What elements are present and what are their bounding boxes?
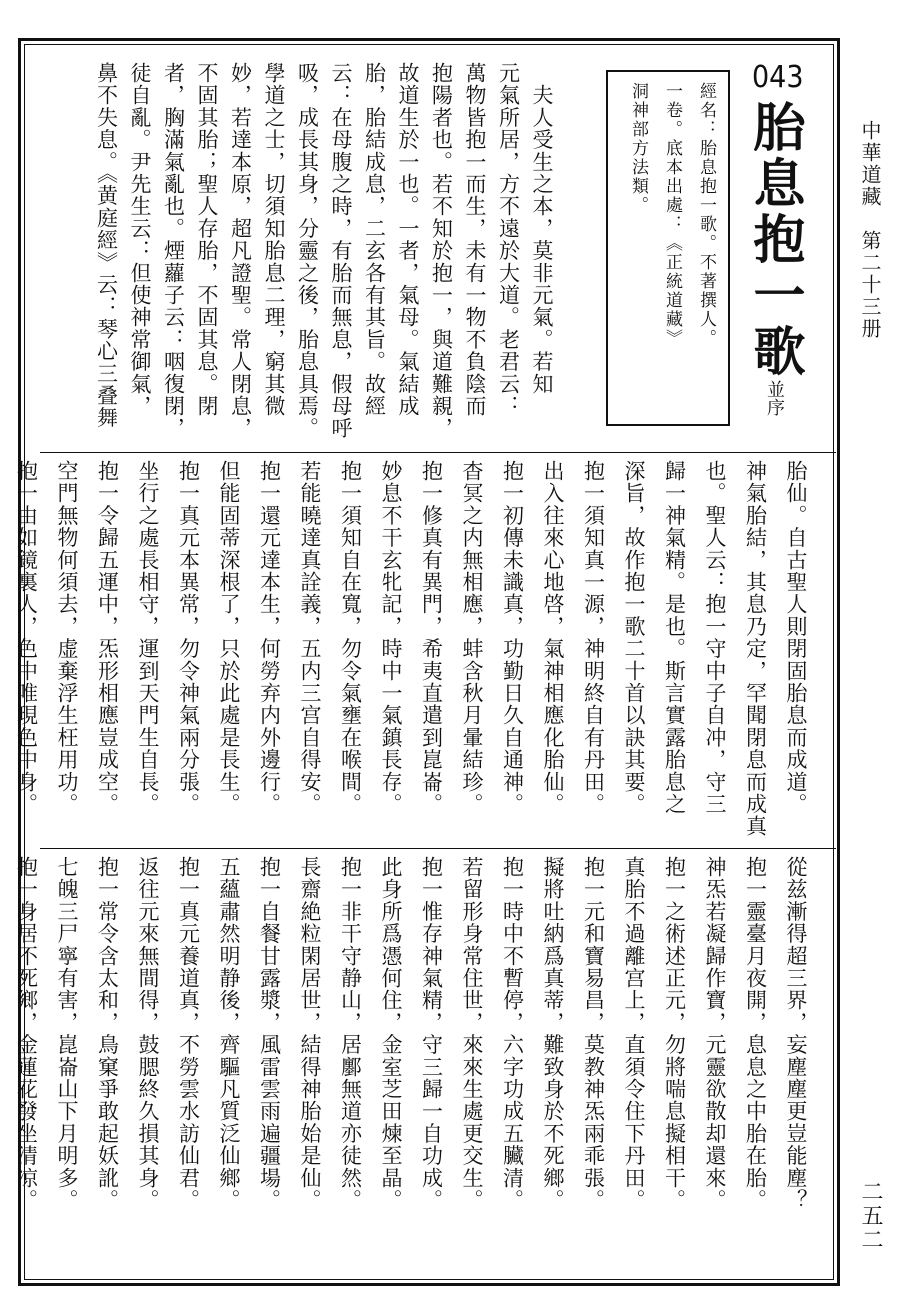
text-column: 但能固蒂深根了，只於此處是長生。 [217, 460, 241, 816]
entry-title [744, 100, 804, 416]
info-line: 洞神部方法類。 [628, 82, 648, 215]
preface-column: 元氣所居，方不遠於大道。老君云： [496, 62, 521, 418]
preface-column: 抱陽者也。若不知於抱一，與道難親， [429, 62, 454, 440]
section-divider [40, 848, 836, 849]
text-column: 抱一常令含太和，鳥窠爭敢起妖訛。 [95, 856, 120, 1212]
text-column: 抱一令歸五運中，炁形相應豈成空。 [95, 460, 120, 816]
text-column: 抱一由如鏡裏人，色中唯現色中身。 [14, 460, 39, 816]
running-head: 中華道藏 第二十三册 [858, 120, 882, 340]
top-section [40, 46, 836, 450]
text-column: 妙息不干玄牝記，時中一氣鎮長存。 [379, 460, 403, 816]
preface-column: 徒自亂。尹先生云：但使神常御氣， [128, 62, 152, 418]
text-column: 坐行之處長相守，運到天門生自長。 [136, 460, 160, 816]
text-column: 返往元來無間得，鼓腮終久損其身。 [136, 856, 160, 1212]
text-column: 抱一靈臺月夜開，息息之中胎在胎。 [743, 856, 768, 1212]
preface-column: 夫人受生之本，莫非元氣。若知 [530, 62, 554, 395]
bottom-section [14, 850, 836, 1282]
text-column: 抱一自餐甘露漿，風雷雲雨遍疆場。 [257, 856, 282, 1212]
text-column: 抱一真元本異常，勿令神氣兩分張。 [176, 460, 201, 816]
text-column: 抱一之術述正元，勿將喘息擬相干。 [662, 856, 687, 1212]
text-column: 神炁若凝歸作寶，元靈欲散却還來。 [703, 856, 727, 1212]
text-column: 抱一須知自在寬，勿令氣壅在喉間。 [338, 460, 363, 816]
text-column: 抱一非干守静山，居鄽無道亦徒然。 [338, 856, 363, 1212]
text-column: 也。聖人云：抱一守中子自冲，守三 [703, 460, 727, 816]
preface-column: 者，胸滿氣亂也。煙蘿子云：咽復閉， [161, 62, 186, 440]
text-column: 抱一初傳未識真，功勤日久自通神。 [500, 460, 525, 816]
text-column: 若能曉達真詮義，五内三宫自得安。 [298, 460, 322, 816]
page-number: 二五二 [858, 1180, 883, 1252]
preface-column: 學道之士，切須知胎息二理，窮其微 [262, 62, 286, 418]
preface-text [58, 62, 558, 442]
bottom-text [14, 856, 816, 1212]
text-column: 從兹漸得超三界，妄塵塵更豈能塵？ [784, 856, 808, 1212]
text-column: 真胎不過離宫上，直須令住下丹田。 [622, 856, 646, 1212]
preface-column: 萬物皆抱一而生，未有一物不負陰而 [463, 62, 487, 418]
entry-title-text: 胎息抱一歌 [744, 100, 805, 380]
text-column: 胎仙。自古聖人則閉固胎息而成道。 [784, 460, 808, 816]
middle-text [14, 460, 816, 838]
preface-column: 鼻不失息。《黄庭經》云：琴心三叠舞 [94, 62, 119, 429]
middle-section [14, 454, 836, 846]
text-column: 長齋絶粒閑居世，結得神胎始是仙。 [298, 856, 322, 1212]
text-column: 抱一惟存神氣精，守三歸一自功成。 [419, 856, 444, 1212]
info-line: 一卷。底本出處：《正統道藏》 [662, 82, 682, 348]
text-column: 深旨，故作抱一歌二十首以訣其要。 [622, 460, 646, 816]
text-column: 歸一神氣精。是也。斯言實露胎息之 [662, 460, 687, 816]
text-column: 抱一元和寶易昌，莫教神炁兩乖張。 [581, 856, 606, 1212]
section-divider [40, 452, 836, 453]
text-column: 若留形身常住世，來來生處更交生。 [460, 856, 484, 1212]
text-column: 此身所爲憑何住，金室芝田煉至晶。 [379, 856, 403, 1212]
text-column: 空門無物何須去，虚棄浮生枉用功。 [55, 460, 79, 816]
text-column: 杳冥之内無相應，蚌含秋月暈結珍。 [460, 460, 484, 816]
entry-number: 043 [752, 60, 804, 95]
text-column: 神氣胎結，其息乃定，罕聞閉息而成真 [743, 460, 768, 838]
text-column: 抱一真元養道真，不勞雲水訪仙君。 [176, 856, 201, 1212]
preface-column: 故道生於一也。一者，氣母。氣結成 [396, 62, 420, 418]
preface-column: 不固其胎；聖人存胎，不固其息。閉 [195, 62, 219, 418]
text-column: 抱一身居不死鄉，金蓮花發坐清凉。 [14, 856, 39, 1212]
title-block [744, 60, 804, 440]
preface-column: 云：在母腹之時，有胎而無息，假母呼 [329, 62, 353, 440]
text-column: 抱一須知真一源，神明終自有丹田。 [581, 460, 606, 816]
text-column: 抱一修真有異門，希夷直遣到崑崙。 [419, 460, 444, 816]
text-column: 抱一還元達本生，何勞弃内外邊行。 [257, 460, 282, 816]
entry-title-note: 並序 [764, 380, 785, 416]
info-box [606, 70, 730, 426]
preface-column: 吸，成長其身，分靈之後，胎息具焉。 [295, 62, 320, 440]
info-line: 經名：胎息抱一歌。不著撰人。 [696, 82, 716, 348]
preface-column: 胎，胎結成息，二玄各有其旨。故經 [362, 62, 387, 418]
text-column: 抱一時中不暫停，六字功成五臟清。 [500, 856, 525, 1212]
text-column: 出入往來心地啓，氣神相應化胎仙。 [541, 460, 565, 816]
preface-column: 妙，若達本原，超凡證聖。常人閉息， [228, 62, 253, 440]
text-column: 七魄三尸寧有害，崑崙山下月明多。 [55, 856, 79, 1212]
text-column: 擬將吐納爲真蒂，難致身於不死鄉。 [541, 856, 565, 1212]
text-column: 五蘊肅然明静後，齊驅凡質泛仙鄉。 [217, 856, 241, 1212]
